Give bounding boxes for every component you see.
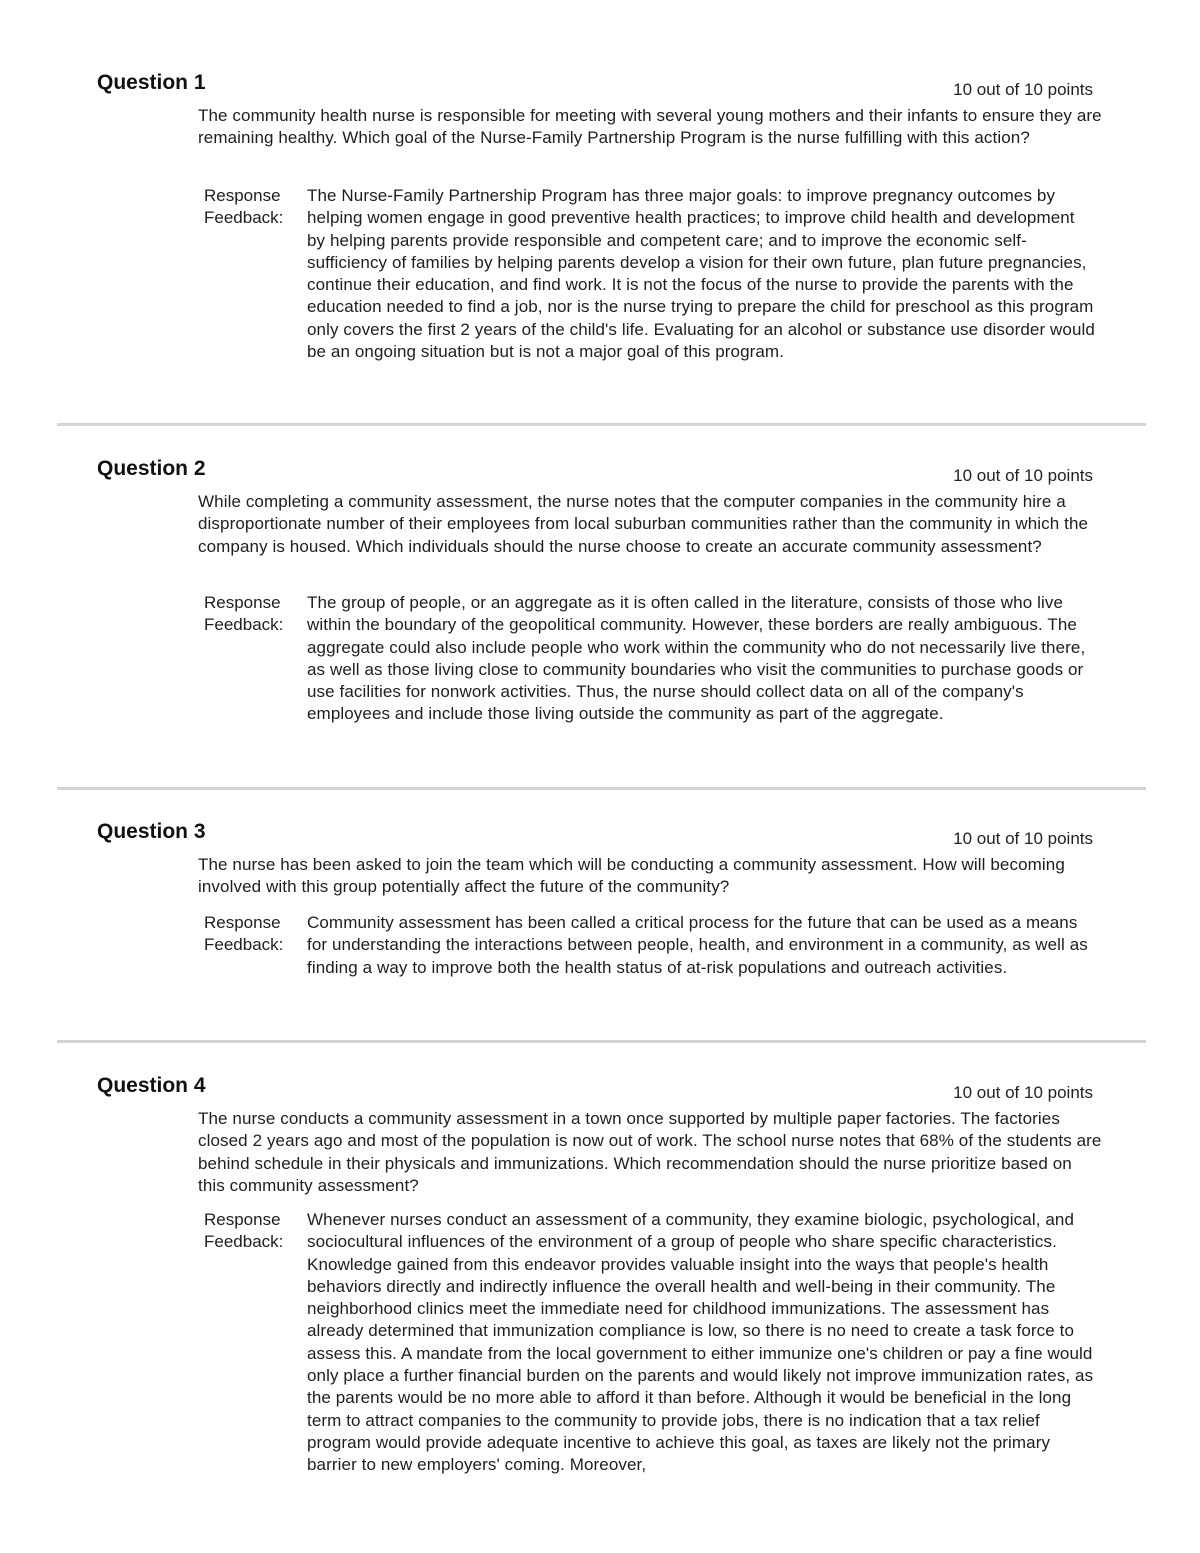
response-feedback-label <box>204 912 307 979</box>
response-feedback <box>204 185 1104 363</box>
response-feedback-label-line2: Feedback: <box>204 935 284 955</box>
response-feedback-label <box>204 1209 307 1477</box>
question-title: Question 4 <box>97 1074 206 1097</box>
response-feedback-label-line1: Response <box>204 593 281 612</box>
question-divider <box>57 787 1146 790</box>
question-title: Question 2 <box>97 457 206 480</box>
response-feedback-text: The Nurse-Family Partnership Program has three major goals: to improve pregnancy outcomes by helping women engage in good preventive health practices; to improve child health and development by helping parents provide responsible and competent care; and to improve the economic self-sufficiency of families by helping parents develop a vision for their own future, plan future pregnancies, continue their education, and find work. It is not the focus of the nurse to provide the parents with the education needed to find a job, nor is the nurse trying to prepare the child for preschool as this program only covers the first 2 years of the child's life. Evaluating for an alcohol or substance use disorder would be an ongoing situation but is not a major goal of this program. <box>307 186 1095 362</box>
question-title: Question 1 <box>97 71 206 94</box>
question-divider <box>57 423 1146 426</box>
response-feedback <box>204 592 1104 726</box>
response-feedback-label-line2: Feedback: <box>204 208 284 228</box>
question-text: While completing a community assessment, the nurse notes that the computer companies in the community hire a disproportionate number of their employees from local suburban communities rather than the community in which the company is housed. Which individuals should the nurse choose to create an accurate community assessment? <box>198 492 1089 556</box>
question-divider <box>57 1040 1146 1043</box>
response-feedback <box>204 912 1104 979</box>
question-points: 10 out of 10 points <box>953 1083 1093 1102</box>
question-points: 10 out of 10 points <box>953 80 1093 99</box>
question-text: The community health nurse is responsible for meeting with several young mothers and their infants to ensure they are remaining healthy. Which goal of the Nurse-Family Partnership Program is the nurse fulfilling with this action? <box>198 106 1102 148</box>
response-feedback-label <box>204 592 307 726</box>
response-feedback-label-line1: Response <box>204 913 281 932</box>
question-points: 10 out of 10 points <box>953 829 1093 848</box>
question-text: The nurse has been asked to join the team which will be conducting a community assessment. How will becoming involved with this group potentially affect the future of the community? <box>198 855 1065 897</box>
response-feedback-text: Whenever nurses conduct an assessment of a community, they examine biologic, psychological, and sociocultural influences of the environment of a group of people who share specific characteristics. Knowledge gained from this endeavor provides valuable insight into the ways that people's health behaviors directly and indirectly influence the overall health and well-being in their community. The neighborhood clinics meet the immediate need for childhood immunizations. The assessment has already determined that immunization compliance is low, so there is no need to create a task force to assess this. A mandate from the local government to either immunize one's children or pay a fine would only place a further financial burden on the parents and would likely not improve immunization rates, as the parents would be no more able to afford it than before. Although it would be beneficial in the long term to attract companies to the community to provide jobs, there is no indication that a tax relief program would provide adequate incentive to achieve this goal, as taxes are likely not the primary barrier to new employers' coming. Moreover, <box>307 1210 1094 1475</box>
response-feedback <box>204 1209 1104 1477</box>
response-feedback-label-line2: Feedback: <box>204 1232 284 1252</box>
response-feedback-label-line1: Response <box>204 1210 281 1229</box>
question-title: Question 3 <box>97 820 206 843</box>
response-feedback-label-line1: Response <box>204 186 281 205</box>
question-text: The nurse conducts a community assessment in a town once supported by multiple paper factories. The factories closed 2 years ago and most of the population is now out of work. The school nurse notes that 68% of the students are behind schedule in their physicals and immunizations. Which recommendation should the nurse prioritize based on this community assessment? <box>198 1109 1102 1195</box>
response-feedback-label-line2: Feedback: <box>204 615 284 635</box>
question-points: 10 out of 10 points <box>953 466 1093 485</box>
response-feedback-text: The group of people, or an aggregate as it is often called in the literature, consists of those who live within the boundary of the geopolitical community. However, these borders are really ambiguous. The aggregate could also include people who work within the community who do not necessarily live there, as well as those living close to community boundaries who visit the communities to purchase goods or use facilities for nonwork activities. Thus, the nurse should collect data on all of the company's employees and include those living outside the community as part of the aggregate. <box>307 593 1086 724</box>
response-feedback-label <box>204 185 307 363</box>
response-feedback-text: Community assessment has been called a critical process for the future that can be used as a means for understanding the interactions between people, health, and environment in a community, as well as finding a way to improve both the health status of at-risk populations and outreach activities. <box>307 913 1088 977</box>
